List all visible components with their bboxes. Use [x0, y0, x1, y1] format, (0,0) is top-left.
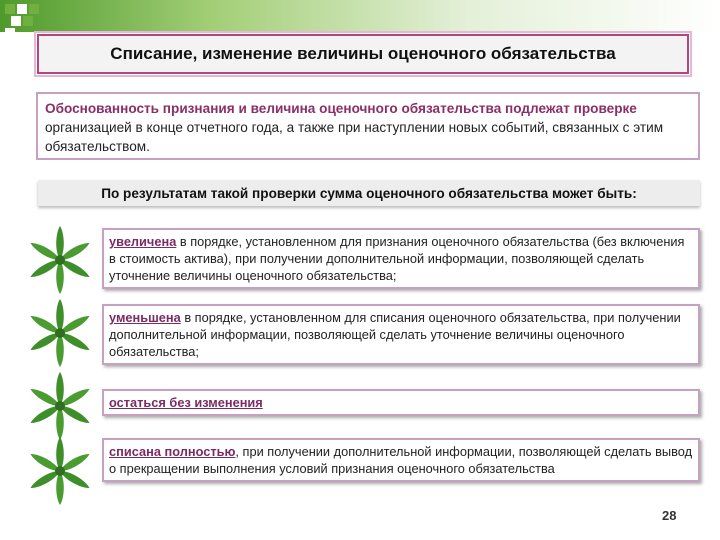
leaf-icon — [22, 433, 98, 507]
list-item — [102, 228, 700, 289]
item-text: в порядке, установленном для списания оценочного обязательства, при получении дополнительной информации, позволяющей сделать уточнение величины оценочного обязательства; — [109, 310, 681, 359]
intro-box — [36, 92, 700, 160]
item-text: , при получении дополнительной информации, позволяющей сделать вывод о прекращении выполнения условий признания оценочного обязательства — [109, 444, 693, 476]
item-keyword: уменьшена — [109, 310, 181, 325]
item-text: в порядке, установленном для признания оценочного обязательства (без включения в стоимость актива), при получении дополнительной информации, позволяющей сделать уточнение величины оценочного обязательства; — [109, 234, 685, 283]
item-keyword: списана полностью — [109, 444, 236, 459]
slide-title: Списание, изменение величины оценочного обязательства — [110, 44, 616, 63]
leaf-icon — [22, 222, 98, 296]
result-band-text: По результатам такой проверки сумма оценочного обязательства может быть: — [101, 185, 637, 201]
header-gradient-bar — [0, 0, 720, 32]
page-number: 28 — [662, 508, 677, 523]
item-keyword: увеличена — [109, 234, 177, 249]
leaf-icon — [22, 295, 98, 369]
slide-title-box — [37, 34, 689, 74]
list-item — [102, 304, 700, 365]
list-item — [102, 438, 700, 482]
result-band — [38, 180, 700, 206]
item-keyword: остаться без изменения — [109, 395, 263, 410]
intro-highlight: Обоснованность признания и величина оценочного обязательства подлежат проверке — [45, 101, 637, 116]
list-item — [102, 389, 700, 416]
leaf-icon — [22, 368, 98, 442]
intro-text: организацией в конце отчетного года, а также при наступлении новых событий, связанных с этим обязательством. — [45, 120, 664, 154]
